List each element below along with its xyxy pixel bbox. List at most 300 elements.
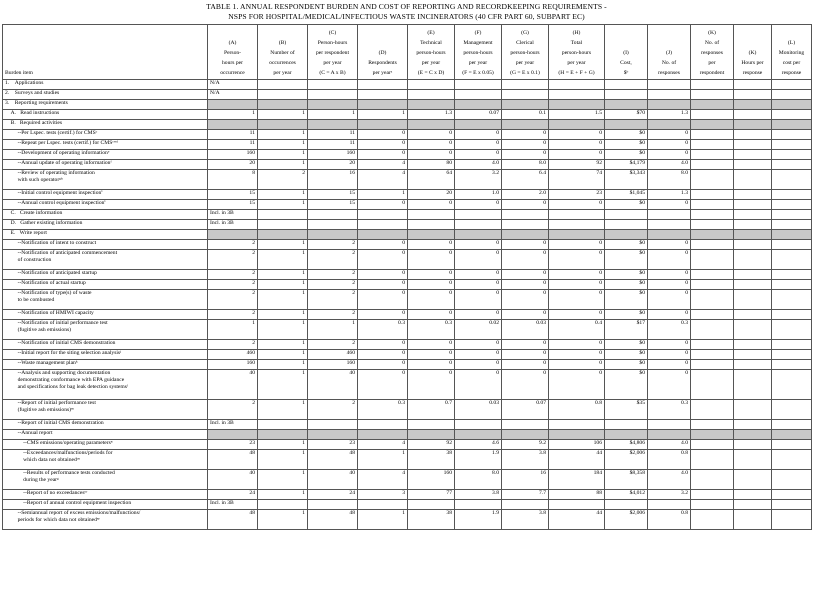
table-cell [734, 320, 772, 340]
table-cell: 4.0 [648, 160, 691, 170]
table-cell [772, 140, 812, 150]
table-cell: 160 [408, 470, 455, 490]
table-cell [734, 140, 772, 150]
table-cell [258, 230, 308, 240]
table-cell: 184 [549, 470, 605, 490]
table-cell [605, 210, 648, 220]
table-row [3, 190, 812, 200]
table-cell: 1 [258, 160, 308, 170]
table-cell: 0 [648, 240, 691, 250]
table-cell: 0.02 [455, 320, 502, 340]
table-cell [308, 210, 358, 220]
table-cell [772, 310, 812, 320]
table-cell: 0 [549, 200, 605, 210]
table-cell: 0 [549, 150, 605, 160]
table-cell [772, 100, 812, 110]
table-cell: 0.07 [455, 110, 502, 120]
table-cell [408, 420, 455, 430]
table-cell [208, 230, 258, 240]
table-cell [549, 430, 605, 440]
table-cell: 0 [648, 290, 691, 310]
table-cell: 0 [549, 370, 605, 400]
table-cell: 0 [408, 310, 455, 320]
table-row [3, 320, 812, 340]
table-cell [772, 420, 812, 430]
table-cell [691, 350, 734, 360]
table-cell [734, 120, 772, 130]
column-header-burden-item: Burden item [3, 25, 208, 80]
table-cell [772, 350, 812, 360]
table-cell: $35 [605, 400, 648, 420]
table-cell [358, 100, 408, 110]
table-cell [772, 440, 812, 450]
table-cell [408, 90, 455, 100]
table-cell: 0 [408, 290, 455, 310]
table-cell: 1 [258, 340, 308, 350]
table-cell: 44 [549, 450, 605, 470]
table-cell: 2 [208, 280, 258, 290]
table-cell [408, 100, 455, 110]
table-cell: 24 [208, 490, 258, 500]
table-cell [734, 100, 772, 110]
table-cell: $0 [605, 360, 648, 370]
table-cell [772, 490, 812, 500]
table-cell: 1.0 [455, 190, 502, 200]
table-cell: 0 [455, 200, 502, 210]
table-cell: 1 [358, 190, 408, 200]
table-cell: 2 [308, 240, 358, 250]
table-cell [208, 430, 258, 440]
table-cell [502, 430, 549, 440]
table-cell: 1 [258, 320, 308, 340]
table-cell: 23 [549, 190, 605, 200]
table-cell: 1 [258, 250, 308, 270]
table-cell: 1 [308, 320, 358, 340]
table-cell [691, 200, 734, 210]
table-row [3, 230, 812, 240]
table-cell [734, 350, 772, 360]
table-row [3, 510, 812, 530]
table-cell [691, 270, 734, 280]
table-cell [734, 160, 772, 170]
table-cell [605, 430, 648, 440]
table-cell: 0 [549, 240, 605, 250]
table-cell: 24 [308, 490, 358, 500]
burden-item-label: A. Read instructions [3, 110, 208, 120]
table-cell: 1 [258, 310, 308, 320]
table-row [3, 110, 812, 120]
table-cell [605, 100, 648, 110]
table-cell [691, 470, 734, 490]
table-cell: 0 [358, 130, 408, 140]
table-cell [772, 190, 812, 200]
table-cell: 48 [308, 510, 358, 530]
burden-item-label: --Initial control equipment inspectionⁱ [3, 190, 208, 200]
table-row [3, 340, 812, 350]
table-cell [734, 490, 772, 500]
burden-item-label: --Report of annual control equipment inspection [3, 500, 208, 510]
table-cell: 0 [358, 350, 408, 360]
table-cell: 0 [408, 130, 455, 140]
table-cell [734, 290, 772, 310]
table-cell: 3.8 [502, 510, 549, 530]
table-cell: 44 [549, 510, 605, 530]
table-cell [408, 80, 455, 90]
table-cell: 0 [408, 370, 455, 400]
table-cell [772, 220, 812, 230]
table-cell [772, 290, 812, 310]
burden-item-label: C. Create information [3, 210, 208, 220]
burden-item-label: --CMS emissions/operating parametersⁿ [3, 440, 208, 450]
table-row [3, 140, 812, 150]
burden-item-label: --Analysis and supporting documentation demonstrating conformance with EPA guidance and specifications for bag leak detection systemsˡ [3, 370, 208, 400]
table-cell: 1 [208, 320, 258, 340]
table-cell: 0 [648, 250, 691, 270]
table-cell [691, 80, 734, 90]
burden-item-label: --Notification of initial CMS demonstration [3, 340, 208, 350]
table-cell: 0.8 [549, 400, 605, 420]
table-row [3, 490, 812, 500]
table-cell: 0 [502, 370, 549, 400]
table-cell: 0 [358, 340, 408, 350]
title-line-2: NSPS FOR HOSPITAL/MEDICAL/INFECTIOUS WASTE INCINERATORS (40 CFR PART 60, SUBPART EC) [228, 12, 585, 21]
table-cell: 7.7 [502, 490, 549, 500]
table-cell: 0.8 [648, 450, 691, 470]
table-cell [691, 190, 734, 200]
burden-item-label: --Report of initial performance test (fugitive ash emissions)ᵐ [3, 400, 208, 420]
table-row [3, 470, 812, 490]
table-cell [691, 400, 734, 420]
table-cell [734, 130, 772, 140]
table-cell: 0 [549, 290, 605, 310]
table-row [3, 100, 812, 110]
table-cell [258, 100, 308, 110]
column-header: (F) Management person-hours per year (F = E x 0.05) [455, 25, 502, 80]
table-cell: 1 [358, 450, 408, 470]
table-cell: 0 [549, 340, 605, 350]
table-cell: 0 [358, 360, 408, 370]
table-cell: Incl. in 3B [208, 220, 258, 230]
table-cell: 2 [308, 250, 358, 270]
table-cell: 160 [208, 360, 258, 370]
table-cell: 1 [258, 270, 308, 280]
table-cell [358, 220, 408, 230]
table-cell: 3.2 [648, 490, 691, 500]
table-cell [691, 110, 734, 120]
table-cell: 1 [258, 130, 308, 140]
table-cell: 4 [358, 170, 408, 190]
table-cell: $17 [605, 320, 648, 340]
table-cell [734, 220, 772, 230]
table-cell [772, 110, 812, 120]
table-cell: 4 [358, 470, 408, 490]
table-cell [648, 420, 691, 430]
table-cell: 1 [258, 150, 308, 160]
burden-item-label: --Annual report [3, 430, 208, 440]
table-cell: 8.0 [455, 470, 502, 490]
table-cell: 160 [308, 360, 358, 370]
table-cell [308, 430, 358, 440]
table-cell [648, 90, 691, 100]
table-cell [358, 80, 408, 90]
table-cell: $0 [605, 140, 648, 150]
table-cell: 4.6 [455, 440, 502, 450]
table-cell: Incl. in 3B [208, 500, 258, 510]
table-cell: 1 [258, 290, 308, 310]
table-cell [734, 280, 772, 290]
burden-item-label: --Notification of anticipated startup [3, 270, 208, 280]
table-cell [691, 490, 734, 500]
table-cell [358, 230, 408, 240]
table-cell [734, 110, 772, 120]
table-cell: 0 [549, 140, 605, 150]
table-cell: 0 [502, 350, 549, 360]
burden-item-label: --Waste management planᵏ [3, 360, 208, 370]
table-cell: 15 [308, 200, 358, 210]
table-cell: 0 [455, 140, 502, 150]
table-cell [455, 100, 502, 110]
table-cell: $0 [605, 290, 648, 310]
table-cell [502, 120, 549, 130]
table-cell: 1.3 [648, 190, 691, 200]
table-row [3, 430, 812, 440]
table-cell: 0 [549, 310, 605, 320]
table-cell: 0 [648, 370, 691, 400]
title-line-1: TABLE 1. ANNUAL RESPONDENT BURDEN AND COST OF REPORTING AND RECORDKEEPING REQUIREMENTS - [206, 2, 607, 11]
table-cell: 11 [208, 140, 258, 150]
table-cell [502, 80, 549, 90]
table-cell: 0 [358, 280, 408, 290]
table-cell [772, 90, 812, 100]
table-row [3, 290, 812, 310]
table-cell: 92 [408, 440, 455, 450]
table-cell [734, 450, 772, 470]
table-cell: 23 [308, 440, 358, 450]
table-cell [691, 430, 734, 440]
table-cell [308, 500, 358, 510]
table-cell: 460 [208, 350, 258, 360]
table-cell: 6.4 [502, 170, 549, 190]
table-cell [772, 80, 812, 90]
column-header: (C) Person-hours per respondent per year (C = A x B) [308, 25, 358, 80]
table-cell [734, 150, 772, 160]
table-cell [734, 210, 772, 220]
table-cell: 0 [502, 130, 549, 140]
table-cell: 0.07 [502, 400, 549, 420]
table-row [3, 150, 812, 160]
table-row [3, 400, 812, 420]
burden-item-label: --Review of operating information with such operatorᵍʰ [3, 170, 208, 190]
table-cell: 1.3 [648, 110, 691, 120]
table-cell: 0 [455, 290, 502, 310]
table-cell: 2 [308, 310, 358, 320]
table-cell: 0 [455, 370, 502, 400]
table-row [3, 170, 812, 190]
table-row [3, 440, 812, 450]
table-cell [258, 90, 308, 100]
table-cell: 0.3 [408, 320, 455, 340]
table-cell [605, 120, 648, 130]
table-cell: 74 [549, 170, 605, 190]
table-cell: 0.7 [408, 400, 455, 420]
burden-item-label: --Notification of HMIWI capacity [3, 310, 208, 320]
table-cell [549, 210, 605, 220]
table-cell: 0 [408, 240, 455, 250]
burden-item-label: --Results of performance tests conducted during the yearᵍ [3, 470, 208, 490]
table-cell [691, 420, 734, 430]
table-cell [772, 120, 812, 130]
table-cell: 20 [208, 160, 258, 170]
table-cell: 0.3 [358, 400, 408, 420]
table-cell: 0 [648, 350, 691, 360]
table-cell: 0 [358, 250, 408, 270]
table-cell [691, 100, 734, 110]
table-cell: 0 [502, 360, 549, 370]
table-cell: 2 [308, 270, 358, 280]
table-cell [308, 80, 358, 90]
table-cell: 0 [358, 140, 408, 150]
table-cell [691, 500, 734, 510]
table-cell [455, 120, 502, 130]
table-cell: 0 [358, 310, 408, 320]
table-cell: 1.9 [455, 450, 502, 470]
table-cell [208, 100, 258, 110]
table-cell: 1 [258, 350, 308, 360]
table-cell [502, 420, 549, 430]
table-cell [734, 90, 772, 100]
table-cell: 0 [648, 130, 691, 140]
table-cell [455, 230, 502, 240]
table-cell: 40 [208, 370, 258, 400]
table-cell: 15 [208, 190, 258, 200]
table-cell: 0 [455, 150, 502, 160]
table-cell [648, 210, 691, 220]
table-cell: 2 [308, 340, 358, 350]
table-cell: 1 [258, 400, 308, 420]
table-cell [549, 220, 605, 230]
table-cell [258, 210, 308, 220]
table-cell: 0 [502, 270, 549, 280]
table-cell [691, 150, 734, 160]
table-cell [358, 500, 408, 510]
table-cell: 0.03 [455, 400, 502, 420]
table-cell: 2 [308, 290, 358, 310]
table-cell [408, 430, 455, 440]
table-cell [772, 320, 812, 340]
table-cell [691, 120, 734, 130]
table-cell [734, 240, 772, 250]
table-cell [734, 430, 772, 440]
table-cell: 0 [648, 270, 691, 280]
table-cell: 48 [308, 450, 358, 470]
table-row [3, 90, 812, 100]
table-cell [648, 100, 691, 110]
table-cell [408, 500, 455, 510]
table-cell: 2 [208, 290, 258, 310]
table-cell: 1 [258, 370, 308, 400]
table-cell [455, 220, 502, 230]
burden-item-label: --Per Lspec. tests (certif.) for CMSᶜ [3, 130, 208, 140]
table-cell: 1 [258, 440, 308, 450]
table-cell [502, 220, 549, 230]
table-cell [772, 450, 812, 470]
table-cell: 0 [455, 240, 502, 250]
burden-item-label: --Annual update of operating informationᶠ [3, 160, 208, 170]
table-cell: 0 [549, 270, 605, 280]
table-cell: 20 [308, 160, 358, 170]
table-cell [308, 120, 358, 130]
table-cell [308, 220, 358, 230]
table-cell [734, 500, 772, 510]
column-header: (I) Cost, $ᵇ [605, 25, 648, 80]
table-cell: 92 [549, 160, 605, 170]
table-cell: $8,358 [605, 470, 648, 490]
column-header: (D) Respondents per yearᵃ [358, 25, 408, 80]
table-cell: 2 [208, 270, 258, 280]
table-cell: 0 [408, 140, 455, 150]
burden-item-label: --Initial report for the siting selection analysisʲ [3, 350, 208, 360]
burden-item-label: --Report of initial CMS demonstration [3, 420, 208, 430]
table-cell: $2,006 [605, 450, 648, 470]
table-cell [648, 80, 691, 90]
table-cell: 1 [258, 490, 308, 500]
table-cell [691, 250, 734, 270]
table-cell [691, 440, 734, 450]
table-cell [691, 140, 734, 150]
table-cell [648, 500, 691, 510]
table-cell: 1.9 [455, 510, 502, 530]
table-cell: 48 [208, 450, 258, 470]
burden-item-label: 2. Surveys and studies [3, 90, 208, 100]
table-row [3, 360, 812, 370]
table-cell: $0 [605, 280, 648, 290]
table-cell [408, 220, 455, 230]
table-cell: 0.4 [549, 320, 605, 340]
table-cell: 0.03 [502, 320, 549, 340]
table-cell: 2 [258, 170, 308, 190]
table-cell [549, 230, 605, 240]
table-cell: 1 [258, 280, 308, 290]
table-cell: 160 [308, 150, 358, 160]
table-cell [358, 430, 408, 440]
table-cell: 16 [502, 470, 549, 490]
table-cell [734, 190, 772, 200]
table-cell: 48 [208, 510, 258, 530]
table-cell: 0 [502, 310, 549, 320]
table-cell: 16 [308, 170, 358, 190]
table-cell [691, 90, 734, 100]
table-cell: 0 [648, 200, 691, 210]
table-cell: 2 [208, 250, 258, 270]
table-row [3, 220, 812, 230]
table-cell [502, 100, 549, 110]
table-cell [772, 370, 812, 400]
table-cell [258, 120, 308, 130]
table-cell [772, 130, 812, 140]
table-cell: 4.0 [648, 470, 691, 490]
table-cell: 3.8 [502, 450, 549, 470]
table-cell: 0 [358, 240, 408, 250]
column-header: (L) Monitoring cost per response [772, 25, 812, 80]
table-cell: 4 [358, 160, 408, 170]
table-cell: 0 [455, 340, 502, 350]
table-cell: 0.3 [358, 320, 408, 340]
table-row [3, 500, 812, 510]
table-cell: 2 [208, 240, 258, 250]
table-cell [734, 470, 772, 490]
table-cell [691, 280, 734, 290]
table-body [3, 80, 812, 530]
